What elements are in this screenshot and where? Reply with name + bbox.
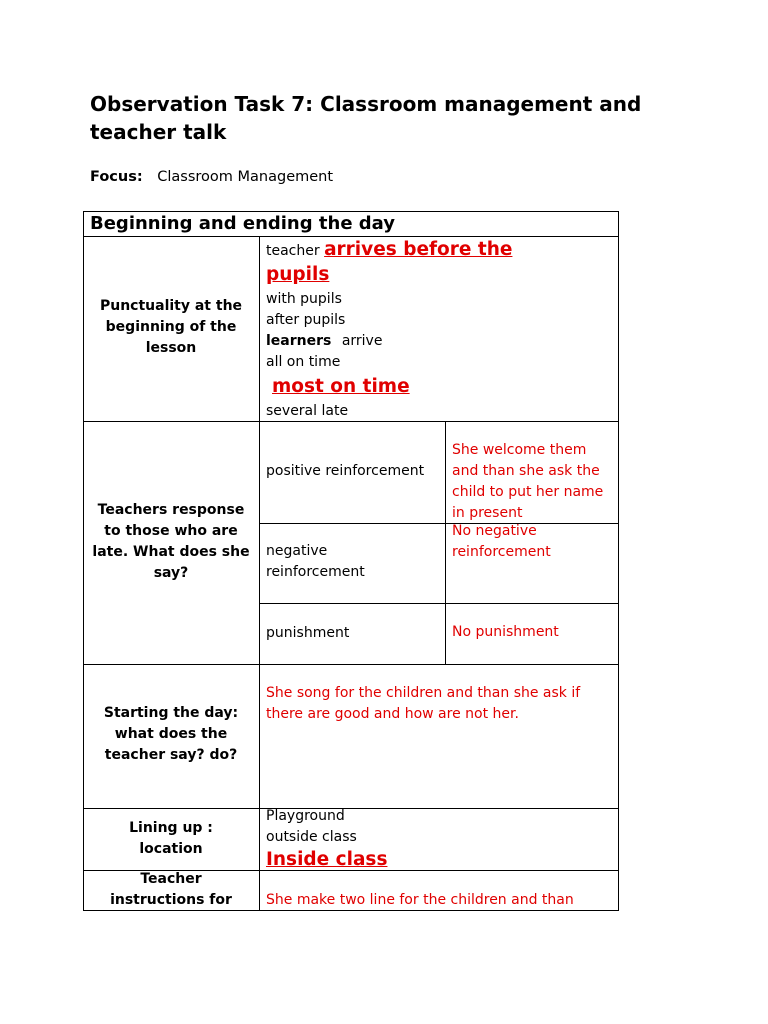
punishment-comment: No punishment <box>452 624 559 640</box>
column-divider <box>259 236 260 911</box>
arrives-before-answer: arrives before the <box>324 239 513 260</box>
inside-class-answer: Inside class <box>266 849 388 870</box>
negative-reinforcement-label: negative reinforcement <box>266 543 365 580</box>
outside-class-option: outside class <box>266 829 357 845</box>
teacher-arrival-line <box>266 238 512 263</box>
lining-up-label: Lining up : location <box>129 820 213 857</box>
observation-table <box>83 211 619 911</box>
focus-value: Classroom Management <box>157 169 334 185</box>
focus-label: Focus: <box>90 169 143 185</box>
pupils-answer: pupils <box>266 264 330 285</box>
arrive-word: arrive <box>341 333 383 349</box>
instructions-comment: She make two line for the children and than <box>266 892 574 908</box>
teacher-word: teacher <box>266 243 320 259</box>
late-response-label: Teachers response to those who are late. What does she say? <box>92 502 250 581</box>
punctuality-label: Punctuality at the beginning of the lesson <box>99 298 243 356</box>
after-pupils-option: after pupils <box>266 312 346 328</box>
positive-reinforcement-label: positive reinforcement <box>266 463 425 479</box>
row-divider <box>83 808 619 809</box>
several-late-option: several late <box>266 403 349 419</box>
table-border-right <box>618 211 619 911</box>
row-divider <box>83 664 619 665</box>
negative-reinforcement-comment: No negative reinforcement <box>452 523 551 560</box>
starting-day-label: Starting the day: what does the teacher say? do? <box>103 705 239 763</box>
all-on-time-option: all on time <box>266 354 341 370</box>
punishment-label: punishment <box>266 625 350 641</box>
with-pupils-option: with pupils <box>266 291 342 307</box>
starting-day-comment: She song for the children and than she ask if there are good and how are not her. <box>266 685 581 722</box>
learners-line <box>266 331 382 352</box>
table-border-left <box>83 211 84 911</box>
page-title: Observation Task 7: Classroom management and teacher talk <box>90 92 642 144</box>
row-divider <box>259 603 619 604</box>
most-on-time-answer: most on time <box>272 376 410 397</box>
row-divider <box>83 236 619 237</box>
instructions-label: Teacher instructions for <box>110 871 232 908</box>
focus-line <box>90 169 333 185</box>
row-divider <box>83 421 619 422</box>
learners-word: learners <box>266 333 332 349</box>
column-divider <box>445 421 446 665</box>
section-heading: Beginning and ending the day <box>90 213 396 234</box>
playground-option: Playground <box>266 808 345 824</box>
positive-reinforcement-comment: She welcome them and than she ask the child to put her name in present <box>452 442 604 521</box>
